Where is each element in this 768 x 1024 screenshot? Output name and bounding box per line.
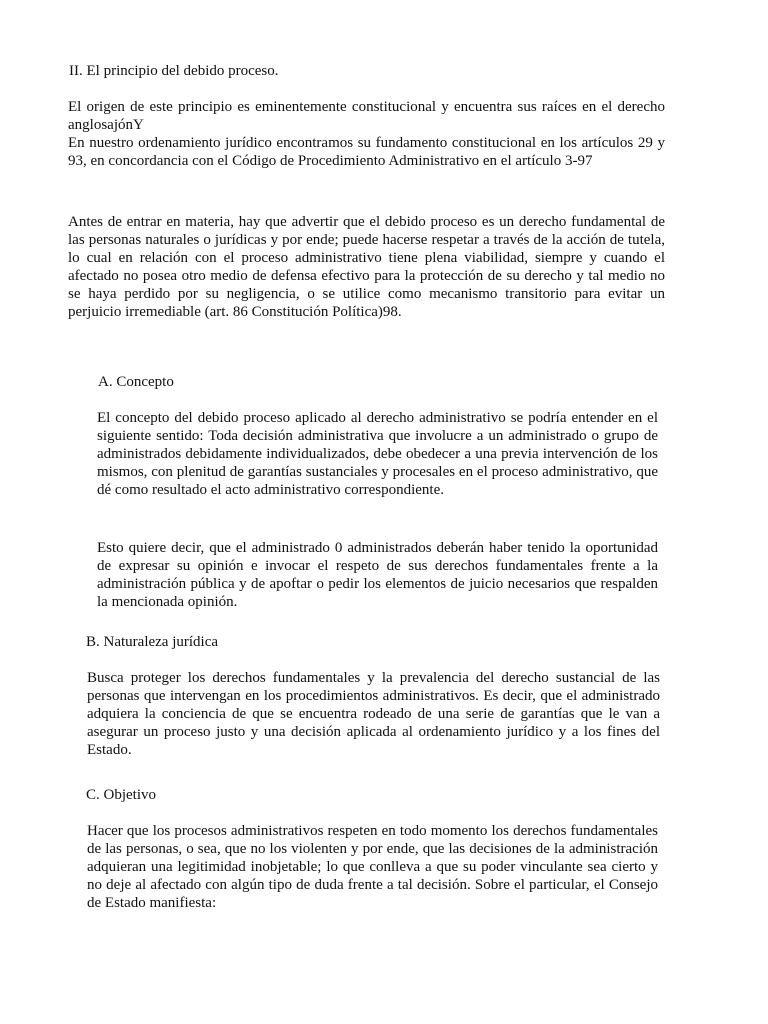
paragraph-concepto-1: El concepto del debido proceso aplicado al derecho administrativo se podría entender en el siguiente sentido: Toda decisión administrativa que involucre a un administrado o grupo de administrados debidamente individualizados, debe obedecer a una previa intervención de los mismos, con plenitud de garantías sustanciales y procesales en el proceso administrativo, que dé como resultado el acto administrativo correspondiente. <box>97 410 658 498</box>
paragraph-advertencia: Antes de entrar en materia, hay que advertir que el debido proceso es un derecho fundamental de las personas naturales o jurídicas y por ende; puede hacerse respetar a través de la acción de tutela, lo cual en relación con el proceso administrativo tiene plena viabilidad, siempre y cuando el afectado no posea otro medio de defensa efectivo para la protección de su derecho y tal medio no se haya perdido por su negligencia, o se utilice como mecanismo transitorio para evitar un perjuicio irremediable (art. 86 Constitución Política)98. <box>68 214 665 320</box>
paragraph-origin: El origen de este principio es eminentemente constitucional y encuentra sus raíces en el derecho anglosajónY <box>68 99 665 133</box>
paragraph-concepto-2: Esto quiere decir, que el administrado 0 administrados deberán haber tenido la oportunidad de expresar su opinión e invocar el respeto de sus derechos fundamentales frente a la administración pública y de apoftar o pedir los elementos de juicio necesarios que respalden la mencionada opinión. <box>97 540 658 610</box>
heading-concepto: A. Concepto <box>98 374 174 390</box>
paragraph-naturaleza-juridica: Busca proteger los derechos fundamentales y la prevalencia del derecho sustancial de las personas que intervengan en los procedimientos administrativos. Es decir, que el administrado adquiera la conciencia de que se encuentra rodeado de una serie de garantías que le van a asegurar un proceso justo y una decisión aplicada al ordenamiento jurídico y a los fines del Estado. <box>87 670 660 758</box>
heading-objetivo: C. Objetivo <box>86 787 156 803</box>
section-title: II. El principio del debido proceso. <box>69 63 279 79</box>
paragraph-objetivo: Hacer que los procesos administrativos respeten en todo momento los derechos fundamentales de las personas, o sea, que no los violenten y por ende, que las decisiones de la administración adquieran una legitimidad inobjetable; lo que conlleva a que su poder vinculante sea cierto y no deje al afectado con algún tipo de duda frente a tal decisión. Sobre el particular, el Consejo de Estado manifiesta: <box>87 823 658 911</box>
paragraph-fundamento: En nuestro ordenamiento jurídico encontramos su fundamento constitucional en los artículos 29 y 93, en concordancia con el Código de Procedimiento Administrativo en el artículo 3-97 <box>68 135 665 169</box>
heading-naturaleza-juridica: B. Naturaleza jurídica <box>86 634 219 650</box>
